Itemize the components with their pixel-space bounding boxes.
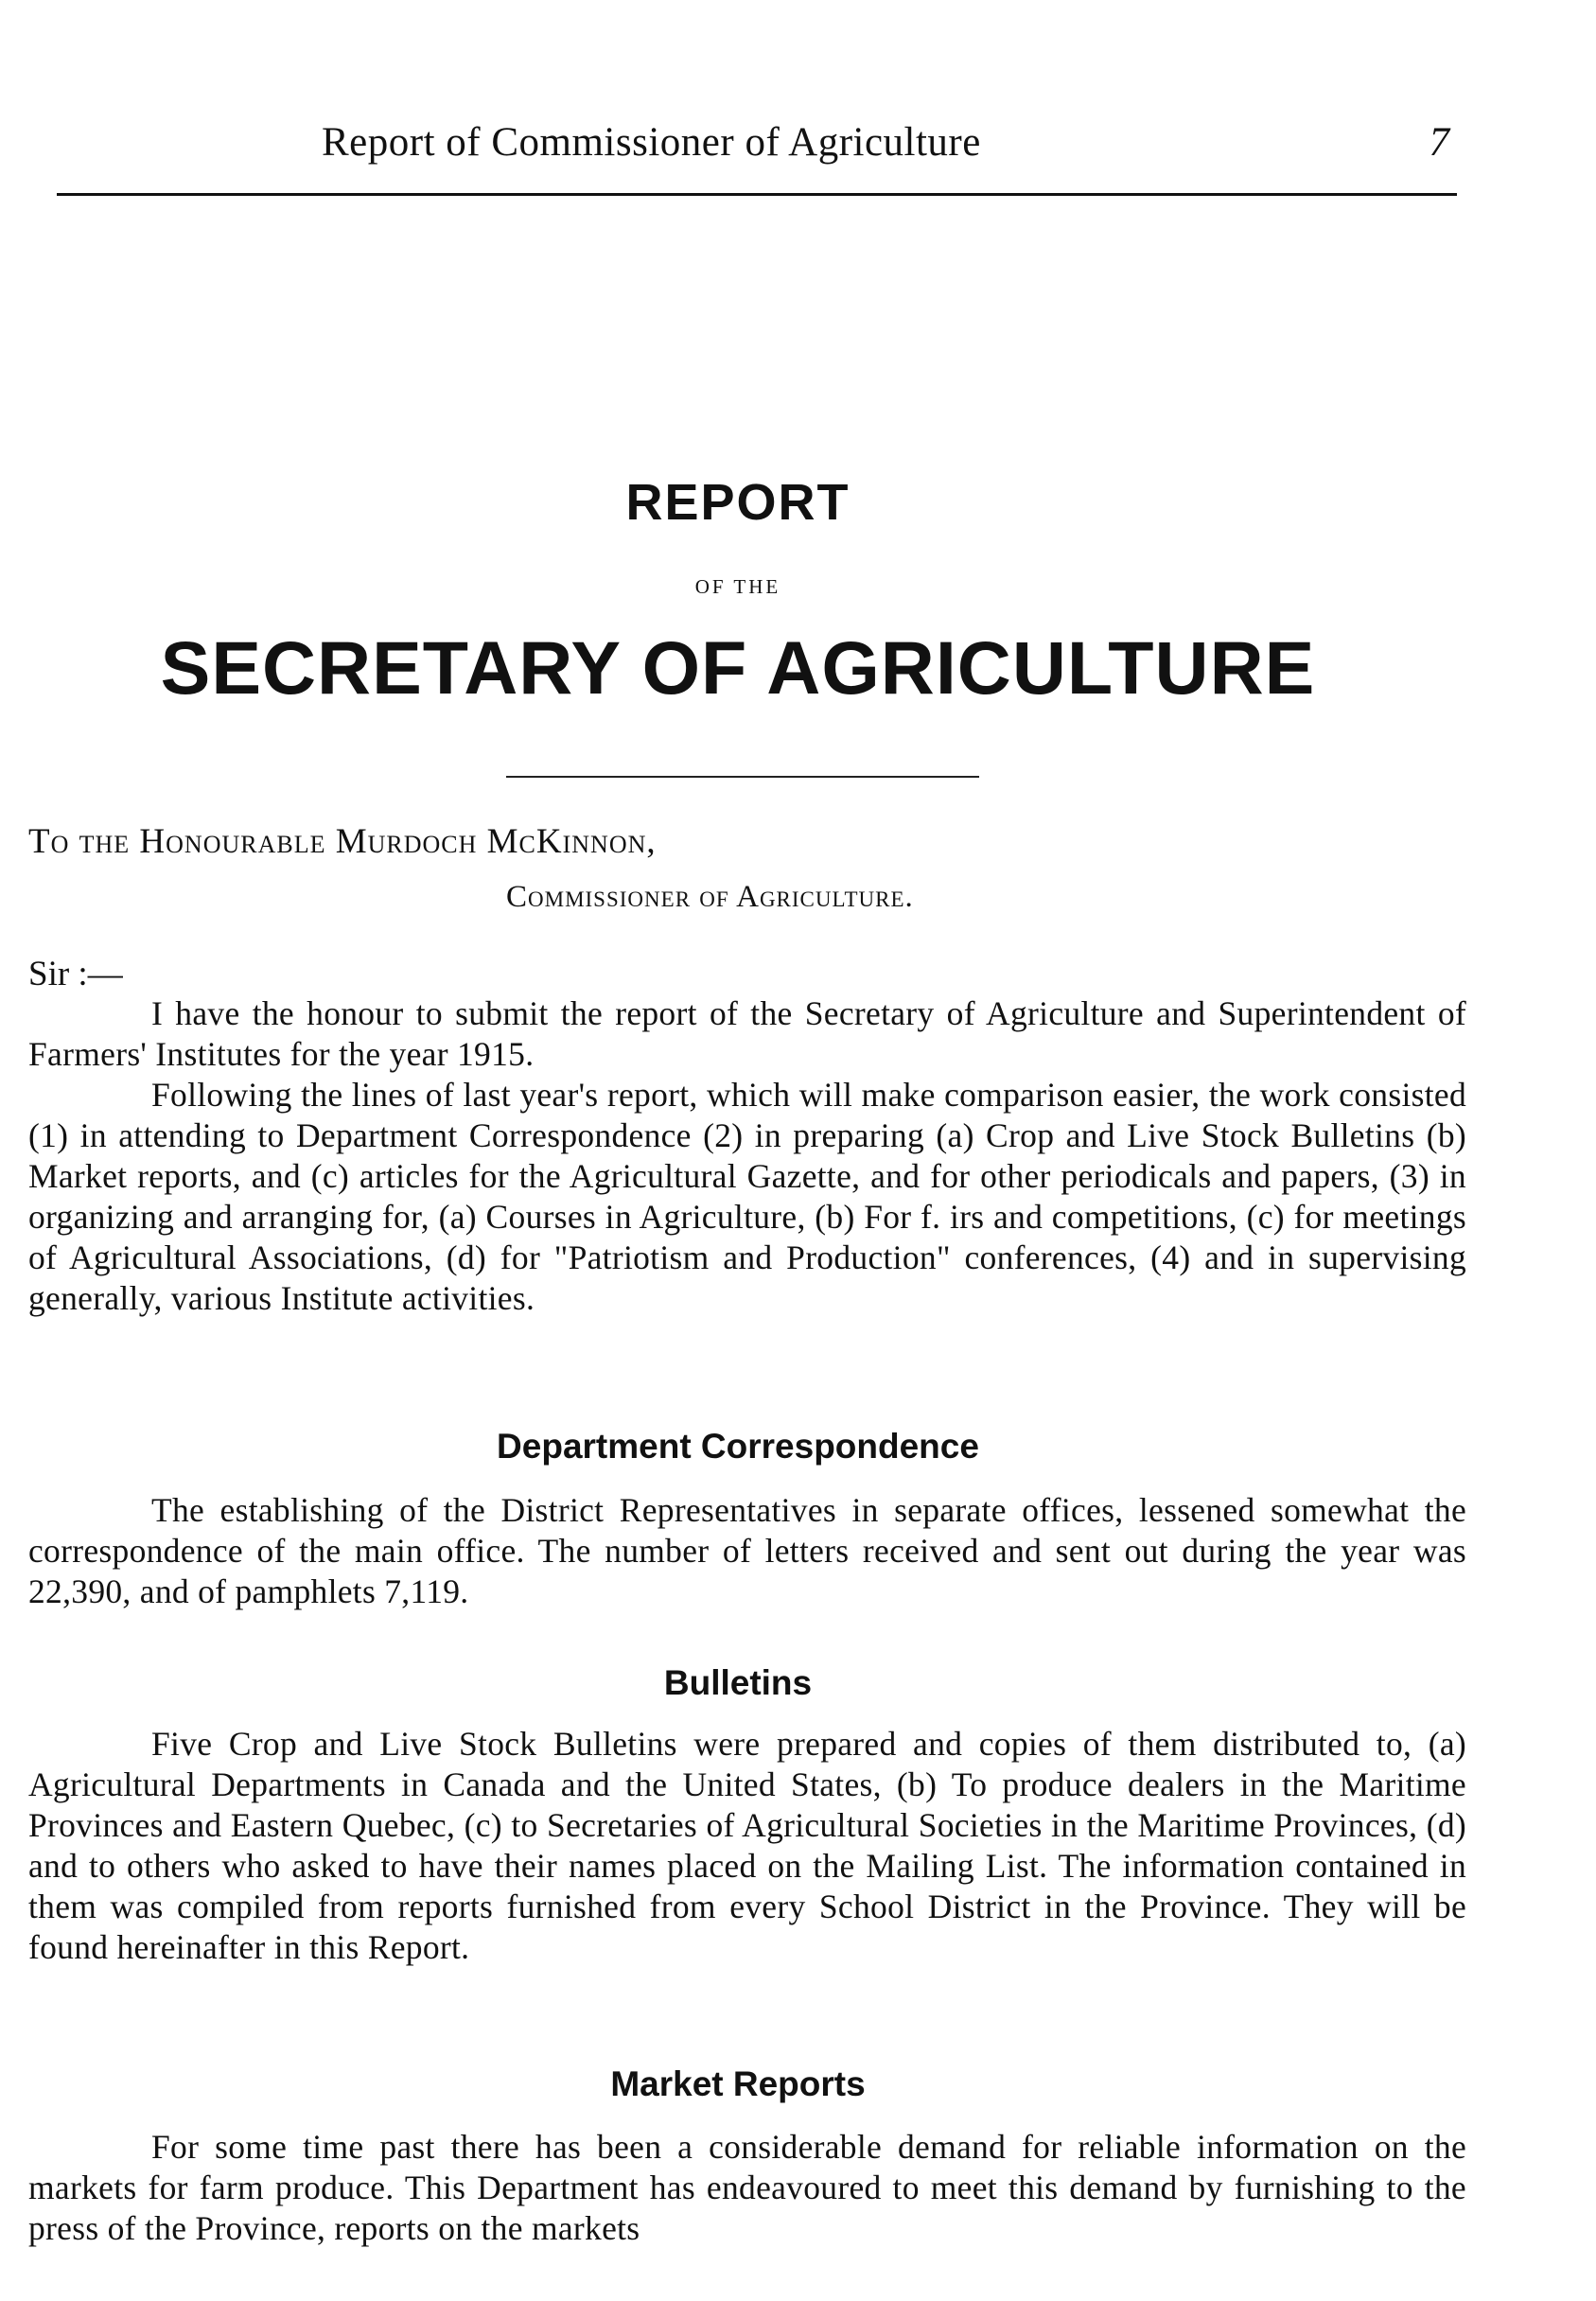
running-title: Report of Commissioner of Agriculture bbox=[322, 120, 981, 165]
report-heading: REPORT bbox=[625, 474, 851, 531]
title-rule bbox=[506, 776, 979, 778]
heading-market-reports: Market Reports bbox=[610, 2064, 866, 2103]
intro-paragraph-2: Following the lines of last year's report, which will make comparison easier, the work consisted (1) in attending to Department Correspondence (2) in preparing (a) Crop and Live Stock Bulletins (b) Market reports, and (c) articles for the Agricultural Gazette, and for other periodicals and papers, (3) in organizing and arranging for, (a) Courses in Agriculture, (b) For f. irs and competitions, (c) for meetings of Agricultural Associations, (d) for "Patriotism and Production" conferences, (4) and in supervising generally, various Institute activities. bbox=[28, 1076, 1466, 1317]
page-number: 7 bbox=[1429, 120, 1449, 165]
market-paragraph: For some time past there has been a considerable demand for reliable information on the markets for farm produce. This Department has endeavoured to meet this demand by furnishing to the press of the Province, reports on the markets bbox=[28, 2128, 1466, 2247]
report-main-title: SECRETARY OF AGRICULTURE bbox=[160, 625, 1316, 710]
heading-bulletins: Bulletins bbox=[663, 1663, 813, 1702]
heading-department-correspondence: Department Correspondence bbox=[497, 1427, 979, 1466]
salutation: Sir :— bbox=[28, 955, 123, 993]
bulletins-paragraph: Five Crop and Live Stock Bulletins were prepared and copies of them distributed to, (a) Agricultural Departments in Canada and the United States, (b) To produce dealers in the Maritime Provinces and Eastern Quebec, (c) to Secretaries of Agricultural Societies in the Maritime Provinces, (d) and to others who asked to have their names placed on the Mailing List. The information contained in them was compiled from reports furnished from every School District in the Province. They will be found hereinafter in this Report. bbox=[28, 1725, 1466, 1966]
addressee-name: To the Honourable Murdoch McKinnon, bbox=[28, 822, 657, 861]
header-rule bbox=[57, 193, 1457, 196]
report-subheading: OF THE bbox=[694, 575, 781, 598]
addressee-title: Commissioner of Agriculture. bbox=[506, 880, 914, 914]
intro-paragraph-1: I have the honour to submit the report of the Secretary of Agriculture and Superintendent of Farmers' Institutes for the year 1915. bbox=[28, 994, 1466, 1073]
correspondence-paragraph: The establishing of the District Representatives in separate offices, lessened somewhat the correspondence of the main office. The number of letters received and sent out during the year was 22,390, and of pamphlets 7,119. bbox=[28, 1491, 1466, 1610]
running-head bbox=[57, 119, 1457, 176]
